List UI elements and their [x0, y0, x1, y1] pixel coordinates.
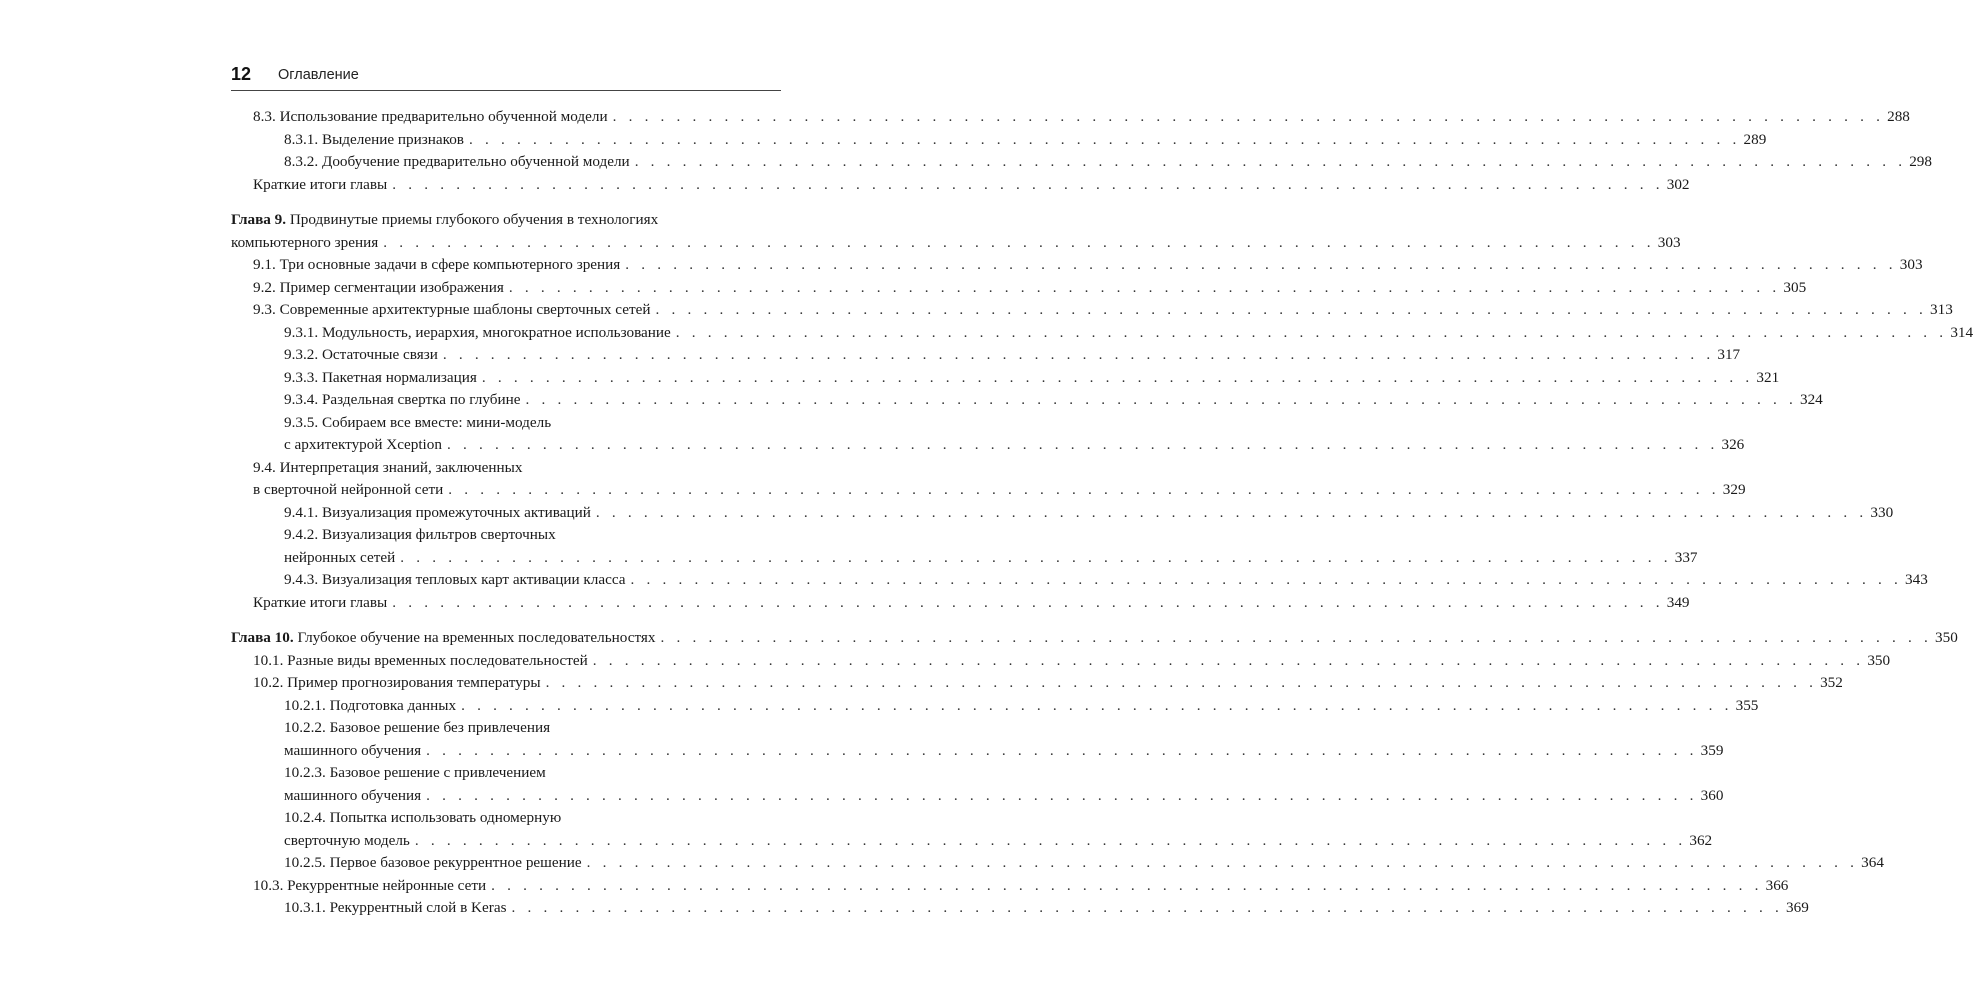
page-ref: 343 [1905, 571, 1928, 588]
dot-leader: . . . . . . . . . . . . . . . . . . . . . . . . . . . . . . . . . . . . . . . . . . . . . . . . . . . . . . . . . . . . . . . . . . . . . . . . . . . . . . . . [491, 876, 1763, 894]
toc-entry-text: 9.4.3. Визуализация тепловых карт активации класса [284, 571, 626, 588]
dot-leader: . . . . . . . . . . . . . . . . . . . . . . . . . . . . . . . . . . . . . . . . . . . . . . . . . . . . . . . . . . . . . . . . . . . . . . . . . . . . . . . . [392, 593, 1664, 611]
toc-entry [231, 299, 1953, 322]
dot-leader: . . . . . . . . . . . . . . . . . . . . . . . . . . . . . . . . . . . . . . . . . . . . . . . . . . . . . . . . . . . . . . . . . . . . . . . . . . . . . . . . [400, 548, 1672, 566]
toc-entry-text: с архитектурой Xception [284, 436, 442, 453]
toc-entry-text: 10.3. Рекуррентные нейронные сети [253, 876, 487, 894]
chapter-label: Глава 10. [231, 629, 294, 646]
toc-entry-text: 10.2. Пример прогнозирования температуры [253, 674, 541, 691]
dot-leader: . . . . . . . . . . . . . . . . . . . . . . . . . . . . . . . . . . . . . . . . . . . . . . . . . . . . . . . . . . . . . . . . . . . . . . . . . . . . . . . . [461, 696, 1733, 714]
toc-entry-text-wrap [253, 592, 387, 615]
toc-chapter [231, 627, 1958, 650]
page-ref: 289 [1743, 130, 1767, 148]
page-ref: 355 [1735, 696, 1759, 714]
toc-entry-text-wrap [284, 569, 626, 592]
page-header [231, 62, 781, 91]
toc-entry-first-line [231, 209, 767, 232]
dot-leader: . . . . . . . . . . . . . . . . . . . . . . . . . . . . . . . . . . . . . . . . . . . . . . . . . . . . . . . . . . . . . . . . . . . . . . . . . . . . . . . . [592, 651, 1865, 669]
dot-leader: . . . . . . . . . . . . . . . . . . . . . . . . . . . . . . . . . . . . . . . . . . . . . . . . . . . . . . . . . . . . . . . . . . . . . . . . . . . . . . . . [468, 130, 1741, 148]
toc-entry [231, 367, 1780, 390]
toc-entry-text-wrap [284, 740, 421, 763]
toc-entry-text: 10.2.2. Базовое решение без привлечения [284, 719, 551, 736]
toc-entry-text-wrap [231, 232, 378, 255]
toc-chapter [231, 209, 1681, 254]
toc-entry-text: машинного обучения [284, 741, 422, 759]
toc-entry [231, 897, 1809, 920]
page-ref: 330 [1870, 503, 1894, 521]
page-ref: 337 [1674, 548, 1698, 566]
toc-entry-text-wrap [231, 627, 656, 650]
chapter-label: Глава 9. [231, 211, 287, 228]
dot-leader: . . . . . . . . . . . . . . . . . . . . . . . . . . . . . . . . . . . . . . . . . . . . . . . . . . . . . . . . . . . . . . . . . . . . . . . . . . . . . . . . [448, 481, 1720, 498]
toc-entry [231, 322, 1973, 345]
toc-entry [231, 672, 1843, 695]
toc-entry [231, 174, 1690, 197]
toc-entry-text: 9.2. Пример сегментации изображения [253, 278, 504, 296]
toc-entry-text-wrap [284, 389, 520, 412]
dot-leader: . . . . . . . . . . . . . . . . . . . . . . . . . . . . . . . . . . . . . . . . . . . . . . . . . . . . . . . . . . . . . . . . . . . . . . . . . . . . . . . . [414, 831, 1687, 849]
toc-entry-text: 10.2.4. Попытка использовать одномерную [284, 809, 562, 826]
toc-entry [231, 875, 1789, 898]
toc-entry [231, 852, 1884, 875]
toc-entry-first-line [284, 762, 767, 785]
dot-leader: . . . . . . . . . . . . . . . . . . . . . . . . . . . . . . . . . . . . . . . . . . . . . . . . . . . . . . . . . . . . . . . . . . . . . . . . . . . . . . . . [511, 899, 1783, 916]
toc-entry-text-wrap [284, 129, 464, 152]
toc-entry-text-wrap [284, 547, 395, 570]
dot-leader: . . . . . . . . . . . . . . . . . . . . . . . . . . . . . . . . . . . . . . . . . . . . . . . . . . . . . . . . . . . . . . . . . . . . . . . . . . . . . . . . [612, 108, 1885, 125]
page-ref: 324 [1799, 391, 1823, 408]
dot-leader: . . . . . . . . . . . . . . . . . . . . . . . . . . . . . . . . . . . . . . . . . . . . . . . . . . . . . . . . . . . . . . . . . . . . . . . . . . . . . . . . [586, 854, 1859, 871]
toc-entry-text-wrap [284, 502, 591, 525]
toc-entry-text-wrap [284, 830, 410, 853]
dot-leader: . . . . . . . . . . . . . . . . . . . . . . . . . . . . . . . . . . . . . . . . . . . . . . . . . . . . . . . . . . . . . . . . . . . . . . . . . . . . . . . . [426, 741, 1698, 759]
page-ref: 303 [1657, 233, 1681, 251]
page-ref: 329 [1722, 481, 1746, 498]
page-ref: 303 [1899, 256, 1923, 273]
page-ref: 350 [1935, 629, 1958, 646]
toc-entry-first-line [284, 717, 767, 740]
toc-entry-text-wrap [284, 785, 421, 808]
toc-entry-text-wrap [284, 897, 506, 920]
toc-entry-text: 9.4. Интерпретация знаний, заключенных [253, 458, 523, 476]
dot-leader: . . . . . . . . . . . . . . . . . . . . . . . . . . . . . . . . . . . . . . . . . . . . . . . . . . . . . . . . . . . . . . . . . . . . . . . . . . . . . . . . [595, 503, 1868, 521]
toc-entry-text: сверточную модель [284, 831, 410, 849]
toc-entry-text-wrap [284, 695, 456, 718]
toc-entry-text-wrap [284, 151, 630, 174]
page-ref: 314 [1950, 323, 1973, 341]
page-number: 12 [231, 64, 252, 84]
toc-entry-text: 9.1. Три основные задачи в сфере компьютерного зрения [253, 256, 621, 273]
toc-entry-text: 9.3.4. Раздельная свертка по глубине [284, 391, 521, 408]
page-ref: 352 [1820, 674, 1843, 691]
toc-entry-text: машинного обучения [284, 786, 422, 804]
toc-entry [231, 344, 1741, 367]
toc-entry [231, 389, 1823, 412]
toc-entry-text: 9.4.2. Визуализация фильтров сверточных [284, 526, 556, 543]
toc-entry-text-wrap [253, 254, 620, 277]
toc-entry [231, 569, 1928, 592]
toc-entry [231, 129, 1767, 152]
toc-entry [231, 717, 1724, 762]
toc-entry-text: Краткие итоги главы [253, 175, 388, 193]
toc-entry-first-line [284, 412, 767, 435]
dot-leader: . . . . . . . . . . . . . . . . . . . . . . . . . . . . . . . . . . . . . . . . . . . . . . . . . . . . . . . . . . . . . . . . . . . . . . . . . . . . . . . . [660, 629, 1933, 646]
page-ref: 360 [1700, 786, 1724, 804]
toc-entry-text: 10.1. Разные виды временных последовательностей [253, 651, 588, 669]
page-ref: 302 [1666, 175, 1690, 193]
toc-entry [231, 151, 1932, 174]
toc-entry-text-wrap [284, 344, 438, 367]
toc-entry [231, 650, 1891, 673]
page-ref: 369 [1786, 899, 1809, 916]
toc-entry-text: 9.4.1. Визуализация промежуточных активаций [284, 503, 591, 521]
toc-entry [231, 592, 1690, 615]
toc-entry-text-wrap [253, 299, 650, 322]
toc-entry [231, 277, 1807, 300]
toc-entry-first-line [284, 524, 767, 547]
page-ref: 288 [1887, 108, 1910, 125]
dot-leader: . . . . . . . . . . . . . . . . . . . . . . . . . . . . . . . . . . . . . . . . . . . . . . . . . . . . . . . . . . . . . . . . . . . . . . . . . . . . . . . . [481, 368, 1754, 386]
toc-entry-text: 10.2.3. Базовое решение с привлечением [284, 764, 546, 781]
page-ref: 317 [1717, 346, 1741, 363]
dot-leader: . . . . . . . . . . . . . . . . . . . . . . . . . . . . . . . . . . . . . . . . . . . . . . . . . . . . . . . . . . . . . . . . . . . . . . . . . . . . . . . . [446, 436, 1719, 453]
toc-entry-text-wrap [253, 479, 443, 502]
toc-entry-text: в сверточной нейронной сети [253, 481, 444, 498]
toc-entry-text: Краткие итоги главы [253, 593, 388, 611]
toc-entry-text-wrap [253, 277, 504, 300]
dot-leader: . . . . . . . . . . . . . . . . . . . . . . . . . . . . . . . . . . . . . . . . . . . . . . . . . . . . . . . . . . . . . . . . . . . . . . . . . . . . . . . . [630, 571, 1903, 588]
header-title: Оглавление [278, 67, 359, 83]
page-ref: 349 [1666, 593, 1690, 611]
toc-entry-text-wrap [284, 322, 671, 345]
dot-leader: . . . . . . . . . . . . . . . . . . . . . . . . . . . . . . . . . . . . . . . . . . . . . . . . . . . . . . . . . . . . . . . . . . . . . . . . . . . . . . . . [545, 674, 1818, 691]
toc-entry-text: компьютерного зрения [231, 233, 379, 251]
toc-entry-text-wrap [253, 875, 486, 898]
dot-leader: . . . . . . . . . . . . . . . . . . . . . . . . . . . . . . . . . . . . . . . . . . . . . . . . . . . . . . . . . . . . . . . . . . . . . . . . . . . . . . . . [625, 256, 1897, 273]
page-ref: 364 [1861, 854, 1884, 871]
page-ref: 350 [1867, 651, 1891, 669]
page-ref: 362 [1689, 831, 1713, 849]
page-ref: 359 [1700, 741, 1724, 759]
page-ref: 298 [1909, 153, 1932, 170]
dot-leader: . . . . . . . . . . . . . . . . . . . . . . . . . . . . . . . . . . . . . . . . . . . . . . . . . . . . . . . . . . . . . . . . . . . . . . . . . . . . . . . . [675, 323, 1948, 341]
toc-entry [231, 807, 1713, 852]
toc-entry-text: 8.3.1. Выделение признаков [284, 130, 464, 148]
toc-entry-text: 9.3.3. Пакетная нормализация [284, 368, 477, 386]
toc-entry-text-wrap [253, 106, 608, 129]
toc-entry-first-line [284, 807, 767, 830]
page-ref: 321 [1756, 368, 1780, 386]
toc-entry-text-wrap [253, 672, 541, 695]
page-ref: 313 [1930, 301, 1953, 318]
toc-entry [231, 106, 1910, 129]
toc-entry [231, 412, 1745, 457]
toc-entry [231, 695, 1759, 718]
dot-leader: . . . . . . . . . . . . . . . . . . . . . . . . . . . . . . . . . . . . . . . . . . . . . . . . . . . . . . . . . . . . . . . . . . . . . . . . . . . . . . . . [634, 153, 1907, 170]
dot-leader: . . . . . . . . . . . . . . . . . . . . . . . . . . . . . . . . . . . . . . . . . . . . . . . . . . . . . . . . . . . . . . . . . . . . . . . . . . . . . . . . [426, 786, 1698, 804]
toc-entry-text: Глубокое обучение на временных последовательностях [297, 629, 656, 646]
toc-entry-text-wrap [253, 650, 588, 673]
toc-entry [231, 254, 1923, 277]
toc-entry-text: 9.3.5. Собираем все вместе: мини-модель [284, 413, 552, 431]
toc-entry-text: 8.3. Использование предварительно обученной модели [253, 108, 608, 125]
toc-entry-text: 10.2.1. Подготовка данных [284, 696, 457, 714]
dot-leader: . . . . . . . . . . . . . . . . . . . . . . . . . . . . . . . . . . . . . . . . . . . . . . . . . . . . . . . . . . . . . . . . . . . . . . . . . . . . . . . . [383, 233, 1655, 251]
page-ref: 366 [1765, 876, 1789, 894]
dot-leader: . . . . . . . . . . . . . . . . . . . . . . . . . . . . . . . . . . . . . . . . . . . . . . . . . . . . . . . . . . . . . . . . . . . . . . . . . . . . . . . . [525, 391, 1797, 408]
toc-entry-text-wrap [253, 174, 387, 197]
toc-entry-text: 8.3.2. Дообучение предварительно обученной модели [284, 153, 630, 170]
toc-entry [231, 502, 1894, 525]
toc-entry-text: Продвинутые приемы глубокого обучения в технологиях [289, 211, 659, 228]
toc-entry-text: 9.3.2. Остаточные связи [284, 346, 438, 363]
toc-entry-text: 10.3.1. Рекуррентный слой в Keras [284, 899, 507, 916]
toc-entry-text: 10.2.5. Первое базовое рекуррентное решение [284, 854, 582, 871]
dot-leader: . . . . . . . . . . . . . . . . . . . . . . . . . . . . . . . . . . . . . . . . . . . . . . . . . . . . . . . . . . . . . . . . . . . . . . . . . . . . . . . . [442, 346, 1715, 363]
toc-entry [231, 457, 1746, 502]
dot-leader: . . . . . . . . . . . . . . . . . . . . . . . . . . . . . . . . . . . . . . . . . . . . . . . . . . . . . . . . . . . . . . . . . . . . . . . . . . . . . . . . [655, 301, 1927, 318]
toc-entry-first-line [253, 457, 767, 480]
dot-leader: . . . . . . . . . . . . . . . . . . . . . . . . . . . . . . . . . . . . . . . . . . . . . . . . . . . . . . . . . . . . . . . . . . . . . . . . . . . . . . . . [392, 175, 1664, 193]
toc-entry-text: 9.3. Современные архитектурные шаблоны сверточных сетей [253, 301, 651, 318]
toc-entry-text-wrap [284, 367, 477, 390]
page-ref: 326 [1721, 436, 1745, 453]
toc-entry [231, 524, 1698, 569]
table-of-contents [231, 106, 1973, 920]
toc-entry-text-wrap [284, 852, 582, 875]
toc-entry [231, 762, 1724, 807]
toc-entry-text: нейронных сетей [284, 548, 396, 566]
toc-entry-text-wrap [284, 434, 442, 457]
dot-leader: . . . . . . . . . . . . . . . . . . . . . . . . . . . . . . . . . . . . . . . . . . . . . . . . . . . . . . . . . . . . . . . . . . . . . . . . . . . . . . . . [508, 278, 1781, 296]
toc-entry-text: 9.3.1. Модульность, иерархия, многократное использование [284, 323, 671, 341]
page-ref: 305 [1783, 278, 1807, 296]
